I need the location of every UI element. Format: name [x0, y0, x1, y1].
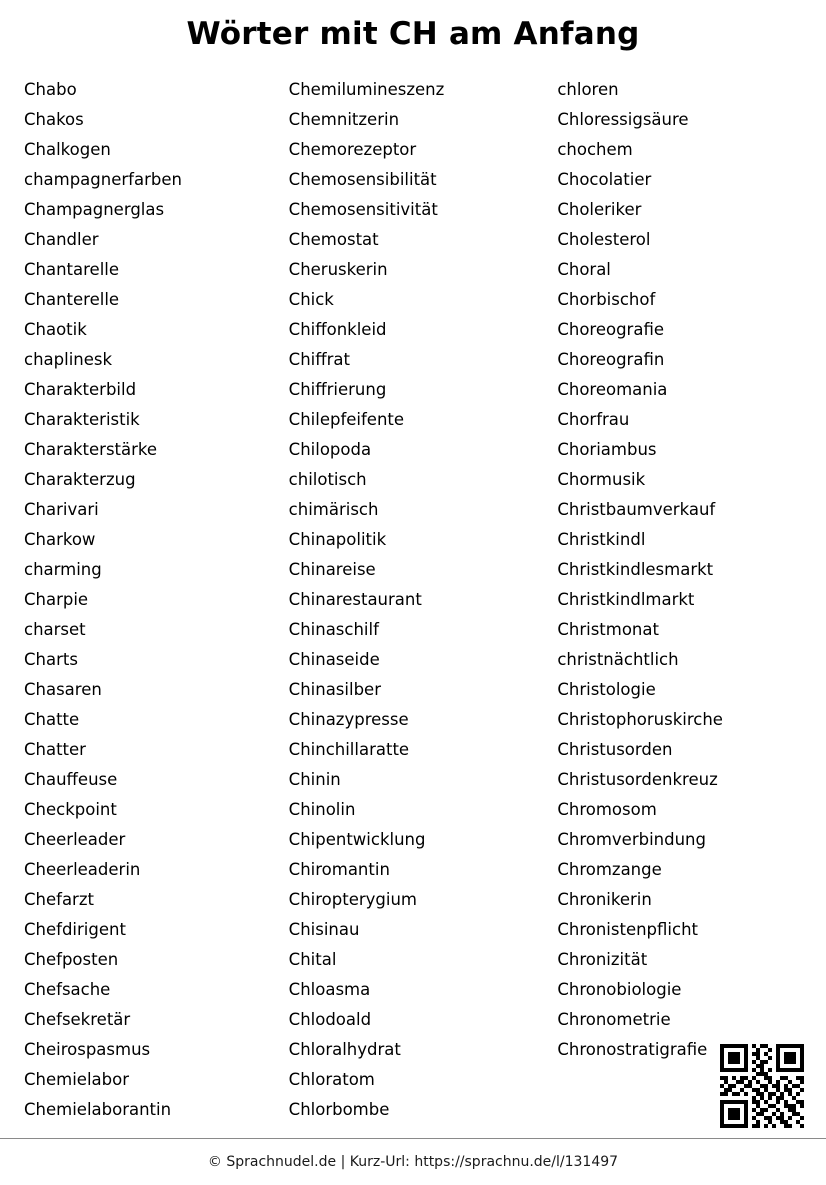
word-item: Chlorbombe: [288, 1100, 390, 1120]
word-item: Choreografie: [557, 320, 664, 340]
word-item: charset: [24, 620, 86, 640]
word-item: Christkindlmarkt: [557, 590, 695, 610]
word-item: chochem: [557, 140, 633, 160]
word-item: Chakos: [24, 110, 84, 130]
word-item: Cholesterol: [557, 230, 651, 250]
word-item: Christkindlesmarkt: [557, 560, 714, 580]
word-column-2: [271, 75, 536, 1125]
word-column-1: [22, 75, 271, 1125]
word-item: Chinolin: [288, 800, 356, 820]
word-item: Chronizität: [557, 950, 648, 970]
word-item: Chronometrie: [557, 1010, 671, 1030]
word-item: Charivari: [24, 500, 99, 520]
word-column-3: [535, 75, 804, 1065]
word-item: Chaotik: [24, 320, 87, 340]
word-item: Cheerleaderin: [24, 860, 141, 880]
word-item: Chatte: [24, 710, 80, 730]
word-item: Chiffrierung: [288, 380, 387, 400]
page-title: Wörter mit CH am Anfang: [186, 16, 640, 52]
word-item: Christusordenkreuz: [557, 770, 718, 790]
word-list-page: [0, 16, 826, 1185]
word-item: Chemnitzerin: [288, 110, 400, 130]
word-item: Chinasilber: [288, 680, 381, 700]
word-item: Chefposten: [24, 950, 119, 970]
word-item: Chloratom: [288, 1070, 375, 1090]
word-item: Chinin: [288, 770, 341, 790]
word-item: Christusorden: [557, 740, 673, 760]
word-item: Chemielabor: [24, 1070, 129, 1090]
word-item: Chloressigsäure: [557, 110, 689, 130]
word-item: Chinareise: [288, 560, 376, 580]
word-item: Champagnerglas: [24, 200, 165, 220]
word-item: Chinazypresse: [288, 710, 409, 730]
word-item: Cheruskerin: [288, 260, 388, 280]
word-item: Chital: [288, 950, 337, 970]
word-item: Chorbischof: [557, 290, 656, 310]
word-item: Chinarestaurant: [288, 590, 422, 610]
word-item: Chronikerin: [557, 890, 652, 910]
word-item: Charakterzug: [24, 470, 136, 490]
word-item: Chiffrat: [288, 350, 350, 370]
word-item: Chromverbindung: [557, 830, 706, 850]
word-item: Charts: [24, 650, 78, 670]
word-item: Chefsache: [24, 980, 111, 1000]
word-item: Choreomania: [557, 380, 668, 400]
word-item: Choleriker: [557, 200, 642, 220]
word-item: Chalkogen: [24, 140, 111, 160]
word-item: champagnerfarben: [24, 170, 182, 190]
word-item: Chabo: [24, 80, 77, 100]
word-item: chloren: [557, 80, 619, 100]
word-item: Christmonat: [557, 620, 659, 640]
word-item: Chefarzt: [24, 890, 94, 910]
word-item: Chilepfeifente: [288, 410, 405, 430]
word-item: Checkpoint: [24, 800, 117, 820]
word-item: Chefdirigent: [24, 920, 126, 940]
word-item: Chormusik: [557, 470, 646, 490]
word-item: Choriambus: [557, 440, 657, 460]
word-item: Chantarelle: [24, 260, 120, 280]
word-item: Charakteristik: [24, 410, 140, 430]
word-item: Chemorezeptor: [288, 140, 417, 160]
word-item: Chefsekretär: [24, 1010, 131, 1030]
word-item: Chronobiologie: [557, 980, 682, 1000]
word-item: Christkindl: [557, 530, 646, 550]
word-item: christnächtlich: [557, 650, 679, 670]
word-item: Christologie: [557, 680, 656, 700]
word-item: Chatter: [24, 740, 86, 760]
word-item: charming: [24, 560, 102, 580]
word-item: Chiffonkleid: [288, 320, 387, 340]
word-item: chaplinesk: [24, 350, 113, 370]
word-item: Chiromantin: [288, 860, 390, 880]
word-item: Chronostratigrafie: [557, 1040, 708, 1060]
word-item: Chloralhydrat: [288, 1040, 401, 1060]
word-item: Chemilumineszenz: [288, 80, 445, 100]
word-item: Chiropterygium: [288, 890, 417, 910]
qr-code-icon: [720, 1044, 804, 1128]
word-item: Charkow: [24, 530, 96, 550]
word-item: Chick: [288, 290, 334, 310]
word-item: Chemosensibilität: [288, 170, 437, 190]
word-item: Christbaumverkauf: [557, 500, 716, 520]
word-item: Chinapolitik: [288, 530, 387, 550]
word-item: Chemosensitivität: [288, 200, 438, 220]
word-item: Choreografin: [557, 350, 665, 370]
word-item: Chipentwicklung: [288, 830, 426, 850]
word-item: Chocolatier: [557, 170, 652, 190]
word-item: Charakterbild: [24, 380, 137, 400]
word-item: Chilopoda: [288, 440, 372, 460]
word-item: Christophoruskirche: [557, 710, 723, 730]
word-item: Chloasma: [288, 980, 371, 1000]
word-item: Choral: [557, 260, 611, 280]
word-item: Chinaschilf: [288, 620, 379, 640]
word-columns: [0, 75, 826, 1125]
word-item: Chauffeuse: [24, 770, 118, 790]
word-item: chilotisch: [288, 470, 367, 490]
word-item: Chromzange: [557, 860, 662, 880]
word-item: Chorfrau: [557, 410, 630, 430]
word-item: Chanterelle: [24, 290, 120, 310]
word-item: chimärisch: [288, 500, 379, 520]
word-item: Charpie: [24, 590, 89, 610]
word-item: Chandler: [24, 230, 99, 250]
word-item: Chinaseide: [288, 650, 380, 670]
word-item: Chemostat: [288, 230, 379, 250]
word-item: Chromosom: [557, 800, 657, 820]
word-item: Chasaren: [24, 680, 102, 700]
word-item: Charakterstärke: [24, 440, 158, 460]
footer: [0, 1138, 826, 1185]
word-item: Chlodoald: [288, 1010, 372, 1030]
word-item: Chinchillaratte: [288, 740, 410, 760]
word-item: Cheerleader: [24, 830, 126, 850]
footer-text: © Sprachnudel.de | Kurz-Url: https://sprachnu.de/l/131497: [207, 1154, 619, 1170]
word-item: Chisinau: [288, 920, 360, 940]
word-item: Chronistenpflicht: [557, 920, 699, 940]
word-item: Chemielaborantin: [24, 1100, 172, 1120]
word-item: Cheirospasmus: [24, 1040, 151, 1060]
